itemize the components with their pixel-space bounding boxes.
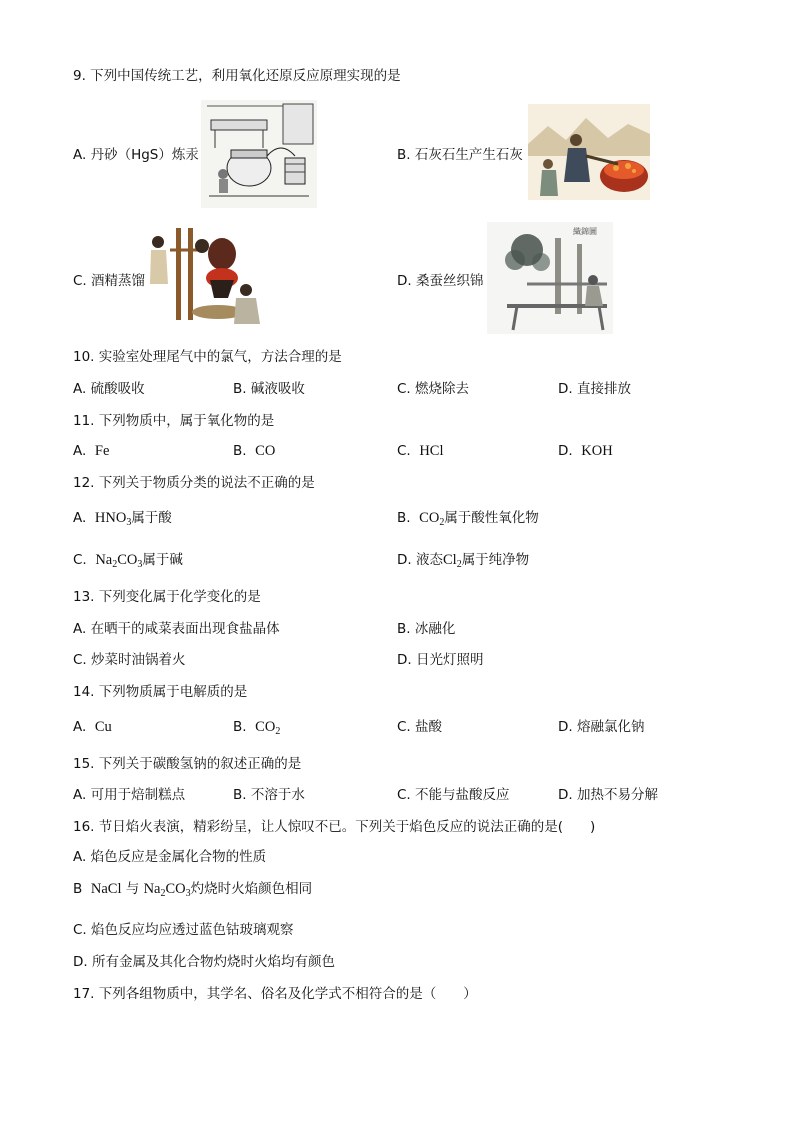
q13-option-a: A. 在晒干的咸菜表面出现食盐晶体 [73, 621, 280, 637]
q9-image-alcohol-distillation [148, 224, 264, 330]
q13-option-c: C. 炒菜时油锅着火 [73, 652, 186, 668]
q16-option-d: D. 所有金属及其化合物灼烧时火焰均有颜色 [73, 954, 335, 970]
q9-stem: 9. 下列中国传统工艺，利用氧化还原反应原理实现的是 [73, 68, 401, 84]
q9-image-limestone-kiln [528, 104, 650, 200]
q12-option-a: A. $HNO_3$属于酸 [73, 510, 172, 528]
q14-option-b: B. $CO_2$ [233, 719, 281, 737]
q16-option-a: A. 焰色反应是金属化合物的性质 [73, 849, 267, 865]
q14-option-d: D. 熔融氯化钠 [558, 719, 645, 735]
q16-option-c: C. 焰色反应均应透过蓝色钴玻璃观察 [73, 922, 294, 938]
q11-option-b: B. CO [233, 443, 276, 459]
q16-option-b: B NaCl 与 $Na_2CO_3$灼烧时火焰颜色相同 [73, 881, 313, 899]
q11-option-c: C. HCl [397, 443, 444, 459]
q15-stem: 15. 下列关于碳酸氢钠的叙述正确的是 [73, 756, 302, 772]
q10-stem: 10. 实验室处理尾气中的氯气，方法合理的是 [73, 349, 342, 365]
q10-option-a: A. 硫酸吸收 [73, 381, 145, 397]
q10-option-d: D. 直接排放 [558, 381, 631, 397]
q11-option-a: A. Fe [73, 443, 110, 459]
q9-option-c: C. 酒精蒸馏 [73, 273, 146, 289]
q12-stem: 12. 下列关于物质分类的说法不正确的是 [73, 475, 315, 491]
q9-option-a: A. 丹砂（HgS）炼汞 [73, 147, 199, 163]
q14-option-a: A. Cu [73, 719, 112, 735]
q15-option-b: B. 不溶于水 [233, 787, 305, 803]
q11-stem: 11. 下列物质中，属于氧化物的是 [73, 413, 275, 429]
q10-option-b: B. 碱液吸收 [233, 381, 305, 397]
q9-image-cinnabar-smelting [201, 100, 317, 208]
q16-stem: 16. 节日焰火表演，精彩纷呈，让人惊叹不已。下列关于焰色反应的说法正确的是( ) [73, 819, 596, 835]
q14-stem: 14. 下列物质属于电解质的是 [73, 684, 248, 700]
q12-option-b: B. $CO_2$属于酸性氧化物 [397, 510, 539, 528]
q15-option-d: D. 加热不易分解 [558, 787, 658, 803]
q13-option-b: B. 冰融化 [397, 621, 456, 637]
q11-option-d: D. KOH [558, 443, 613, 459]
q14-option-c: C. 盐酸 [397, 719, 443, 735]
q9-option-d: D. 桑蚕丝织锦 [397, 273, 484, 289]
q9-option-b: B. 石灰石生产生石灰 [397, 147, 523, 163]
q13-stem: 13. 下列变化属于化学变化的是 [73, 589, 261, 605]
q9-d-image-caption: 織錦圖 [573, 227, 597, 236]
q12-option-c: C. $Na_2CO_3$属于碱 [73, 552, 183, 570]
q9-image-silk-weaving [487, 222, 613, 334]
q15-option-c: C. 不能与盐酸反应 [397, 787, 510, 803]
q12-option-d: D. 液态$Cl_2$属于纯净物 [397, 552, 530, 570]
q15-option-a: A. 可用于焙制糕点 [73, 787, 186, 803]
q17-stem: 17. 下列各组物质中，其学名、俗名及化学式不相符合的是（ ） [73, 986, 477, 1002]
q10-option-c: C. 燃烧除去 [397, 381, 470, 397]
q13-option-d: D. 日光灯照明 [397, 652, 484, 668]
